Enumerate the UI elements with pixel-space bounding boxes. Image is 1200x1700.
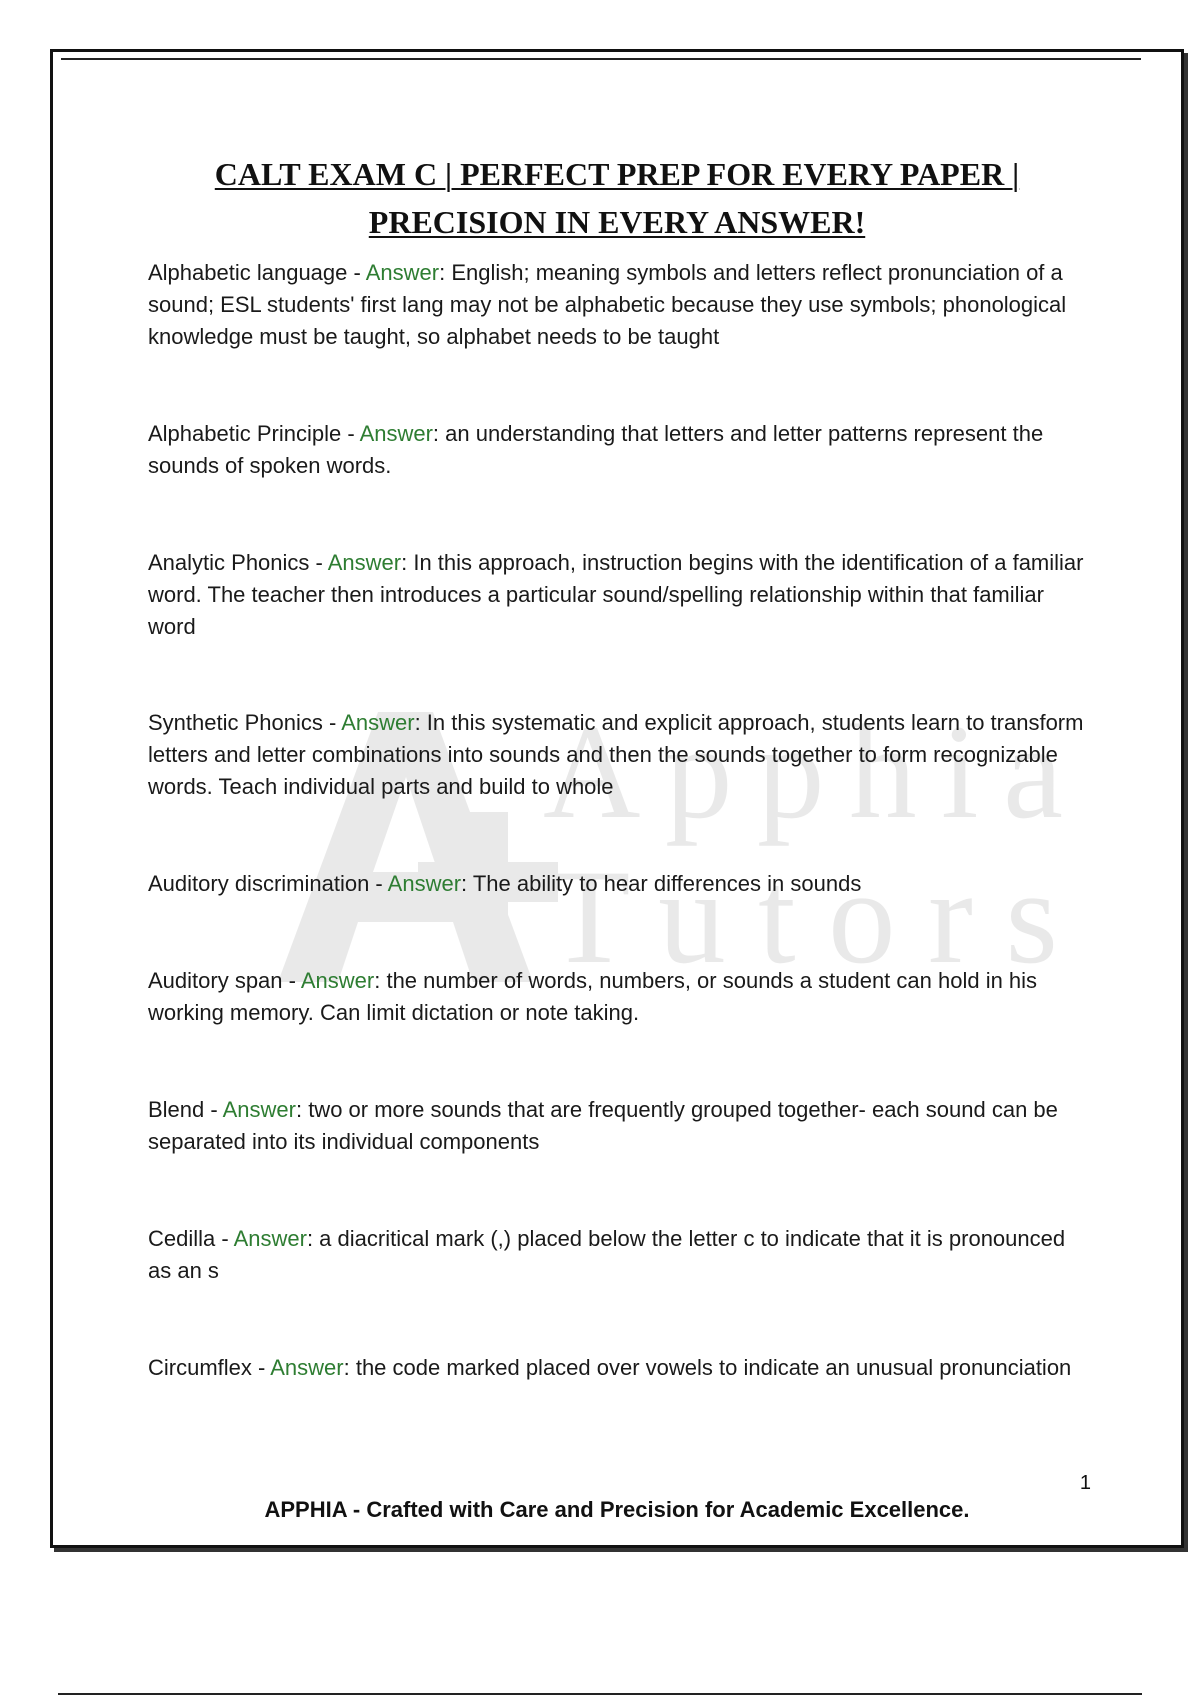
answer-label: Answer: [300, 968, 375, 993]
entry-definition: : English; meaning symbols and letters reflect pronunciation of a sound; ESL students' first lang may not be alphabetic because they use symbols; phonological knowledge must be taught, so alphabet needs to be taught: [148, 260, 1067, 349]
bottom-rule: [58, 1693, 1142, 1695]
entry-term: Auditory span -: [148, 968, 301, 993]
answer-label: Answer: [327, 550, 402, 575]
answer-label: Answer: [222, 1097, 296, 1122]
glossary-entry: [148, 1352, 1071, 1384]
entry-definition: : The ability to hear differences in sounds: [461, 871, 862, 896]
glossary-entry: [148, 707, 1086, 803]
entry-definition: : the number of words, numbers, or sounds a student can hold in his working memory. Can limit dictation or note taking.: [148, 968, 1038, 1025]
entry-definition: : the code marked placed over vowels to indicate an unusual pronunciation: [343, 1355, 1072, 1380]
entry-term: Circumflex -: [148, 1355, 271, 1380]
answer-label: Answer: [341, 710, 415, 735]
glossary-entry: [148, 1094, 1086, 1158]
title-line1: CALT EXAM C | PERFECT PREP FOR EVERY PAPER |: [214, 156, 1020, 192]
glossary-entry: [148, 418, 1086, 482]
glossary-entry: [148, 868, 861, 900]
page-frame: [50, 49, 1184, 1548]
entry-term: Cedilla -: [148, 1226, 234, 1251]
watermark-line1: Apphia: [543, 698, 1063, 847]
answer-label: Answer: [233, 1226, 307, 1251]
answer-label: Answer: [270, 1355, 344, 1380]
entry-term: Synthetic Phonics -: [148, 710, 342, 735]
entry-term: Alphabetic Principle -: [148, 421, 360, 446]
glossary-entry: [148, 257, 1086, 353]
glossary-entry: [148, 547, 1086, 643]
document-title: [113, 150, 1121, 246]
answer-label: Answer: [387, 871, 462, 896]
entry-term: Alphabetic language -: [148, 260, 366, 285]
entry-term: Analytic Phonics -: [148, 550, 328, 575]
glossary-entry: [148, 1223, 1086, 1287]
entry-term: Blend -: [148, 1097, 223, 1122]
watermark-line2: Tutors: [548, 843, 1058, 992]
entry-definition: : two or more sounds that are frequently grouped together- each sound can be separated into its individual components: [148, 1097, 1058, 1154]
footer-tagline: APPHIA - Crafted with Care and Precision for Academic Excellence.: [264, 1497, 970, 1522]
top-rule: [61, 58, 1141, 60]
glossary-entry: [148, 965, 1086, 1029]
answer-label: Answer: [365, 260, 440, 285]
entry-definition: : In this approach, instruction begins with the identification of a familiar word. The teacher then introduces a particular sound/spelling relationship within that familiar word: [148, 550, 1084, 639]
title-line2: PRECISION IN EVERY ANSWER!: [368, 204, 866, 240]
entry-definition: : In this systematic and explicit approach, students learn to transform letters and letter combinations into sounds and then the sounds together to form recognizable words. Teach individual parts and build to whole: [148, 710, 1084, 799]
page-number: 1: [1079, 1472, 1091, 1494]
entry-term: Auditory discrimination -: [148, 871, 388, 896]
entry-definition: : an understanding that letters and letter patterns represent the sounds of spoken words.: [148, 421, 1044, 478]
entry-definition: : a diacritical mark (,) placed below the letter c to indicate that it is pronounced as an s: [148, 1226, 1066, 1283]
answer-label: Answer: [359, 421, 433, 446]
